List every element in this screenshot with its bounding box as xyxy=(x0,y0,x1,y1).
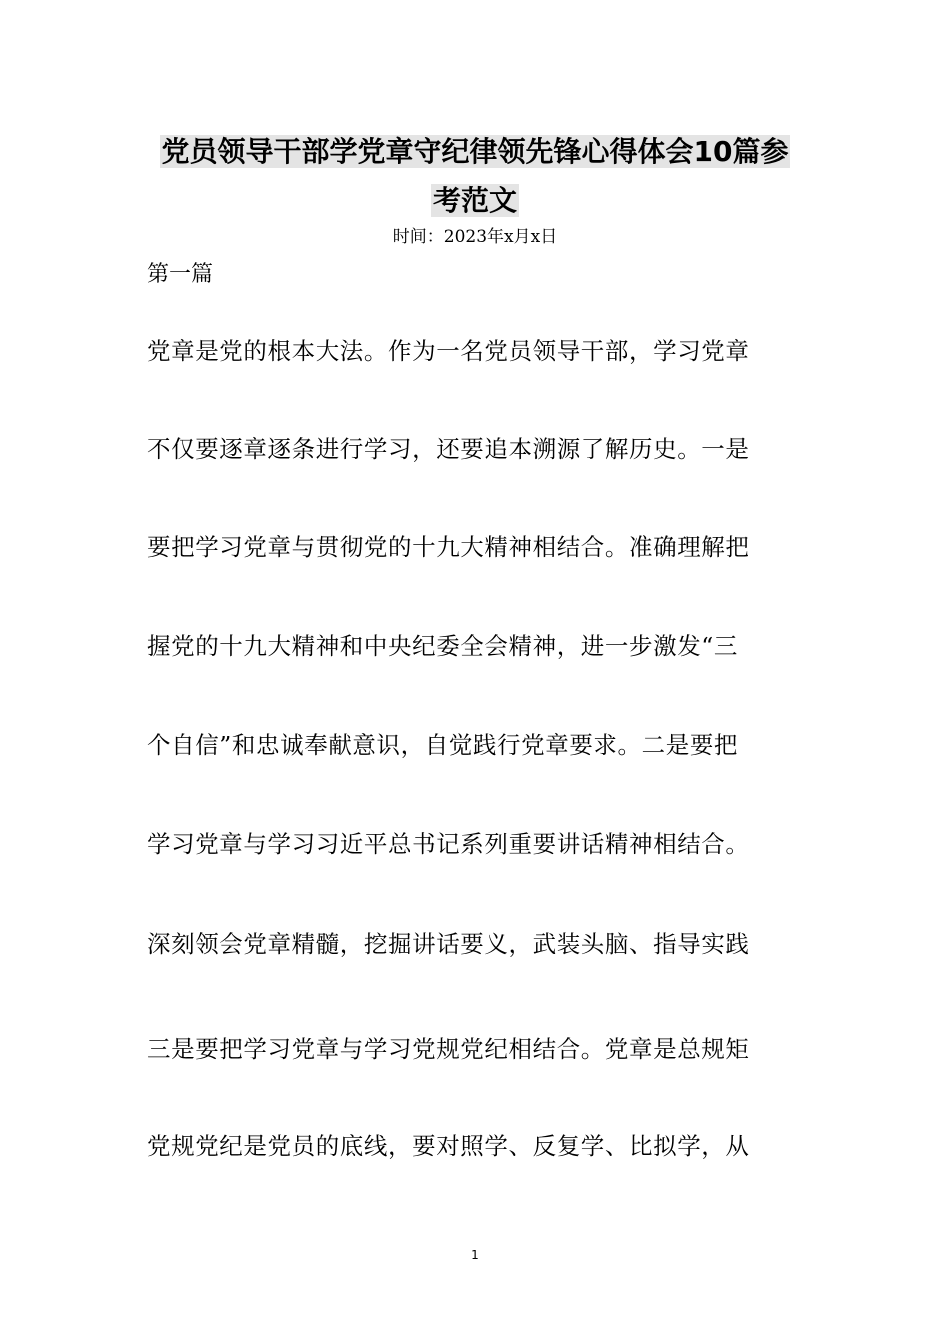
document-date: 时间：2023年x月x日 xyxy=(392,227,558,247)
paragraph-line: 不仅要逐章逐条进行学习，还要追本溯源了解历史。一是 xyxy=(147,435,750,463)
paragraph-line: 党章是党的根本大法。作为一名党员领导干部，学习党章 xyxy=(147,337,750,365)
paragraph-line: 要把学习党章与贯彻党的十九大精神相结合。准确理解把 xyxy=(147,533,750,561)
paragraph-line: 学习党章与学习习近平总书记系列重要讲话精神相结合。 xyxy=(147,830,750,858)
section-heading: 第一篇 xyxy=(147,262,214,287)
document-title-line-1 xyxy=(0,132,950,172)
page-number: 1 xyxy=(471,1248,479,1262)
paragraph-line: 党规党纪是党员的底线，要对照学、反复学、比拟学，从 xyxy=(147,1132,750,1160)
title-line-2-text: 考范文 xyxy=(432,184,517,217)
title-line-1-text: 党员领导干部学党章守纪律领先锋心得体会10篇参 xyxy=(161,135,789,168)
paragraph-line: 深刻领会党章精髓，挖掘讲话要义，武装头脑、指导实践 xyxy=(147,930,750,958)
document-title-line-2 xyxy=(0,181,950,221)
paragraph-line: 三是要把学习党章与学习党规党纪相结合。党章是总规矩 xyxy=(147,1035,750,1063)
paragraph-line: 握党的十九大精神和中央纪委全会精神，进一步激发“三 xyxy=(147,632,739,660)
paragraph-line: 个自信”和忠诚奉献意识，自觉践行党章要求。二是要把 xyxy=(147,731,739,759)
